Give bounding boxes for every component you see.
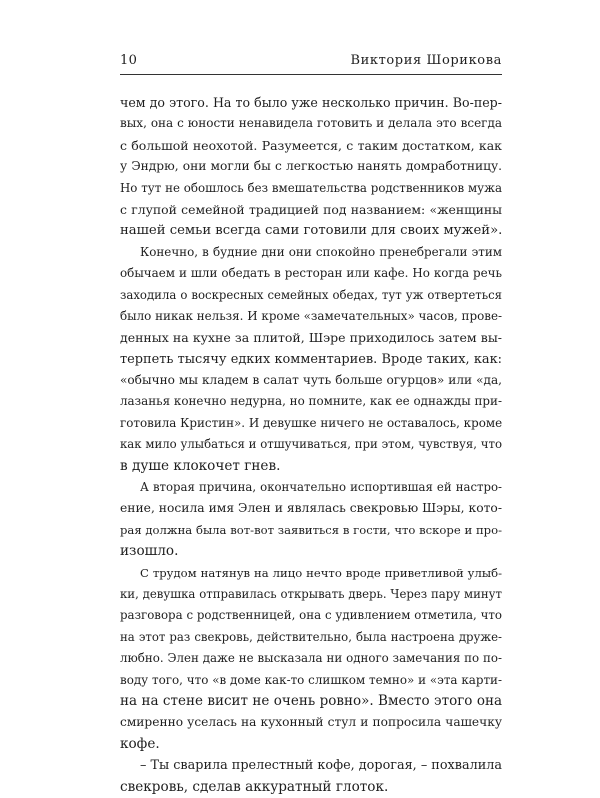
text-line: денных на кухне за плитой, Шэре приходилось затем вы- <box>120 330 502 346</box>
text-line: с большой неохотой. Разумеется, с таким достатком, как <box>120 137 502 153</box>
text-line: Конечно, в будние дни они спокойно пренебрегали этим <box>140 244 502 259</box>
text-line: обычаем и шли обедать в ресторан или кафе. Но когда речь <box>120 266 502 281</box>
page-number: 10 <box>120 53 138 68</box>
text-line: терпеть тысячу едких комментариев. Вроде таких, как: <box>120 351 502 367</box>
text-line: лазанья конечно недурна, но помните, как ее однажды при- <box>120 394 502 409</box>
text-line: ки, девушка отправилась открывать дверь. Через пару минут <box>120 586 502 601</box>
text-line: с глупой семейной традицией под названием: «женщины <box>120 201 502 217</box>
text-line: А вторая причина, окончательно испортившая ей настро- <box>140 480 502 495</box>
text-line: у Эндрю, они могли бы с легкостью нанять домработницу. <box>120 159 502 174</box>
text-line: как мило улыбаться и отшучиваться, при этом, чувствуя, что <box>120 437 502 452</box>
text-line: готовила Кристин». И девушке ничего не оставалось, кроме <box>120 415 503 430</box>
text-line: разговора с родственницей, она с удивлением отметила, что <box>120 608 502 623</box>
text-line: вых, она с юности ненавидела готовить и делала это всегда <box>120 116 502 131</box>
text-line: изошло. <box>120 543 179 560</box>
text-line: любно. Элен даже не высказала ни одного замечания по по- <box>120 651 502 666</box>
text-line: в душе клокочет гнев. <box>120 457 281 474</box>
text-line: заходила о воскресных семейных обедах, тут уж отвертеться <box>120 287 502 302</box>
text-line: на на стене висит не очень ровно». Вместо этого она <box>120 692 502 709</box>
text-line: на этот раз свекровь, действительно, была настроена друже- <box>120 629 502 644</box>
text-line: было никак нельзя. И кроме «замечательных» часов, прове- <box>120 308 502 323</box>
running-title: Виктория Шорикова <box>350 53 502 68</box>
page-body <box>120 92 502 798</box>
text-line: кофе. <box>120 735 160 752</box>
text-line: чем до этого. На то было уже несколько причин. Во-пер- <box>120 95 502 110</box>
text-line: рая должна была вот-вот заявиться в гости, что вскоре и про- <box>120 522 502 537</box>
text-line: нашей семьи всегда сами готовили для своих мужей». <box>120 223 503 239</box>
text-line: С трудом натянув на лицо нечто вроде приветливой улыб- <box>140 565 502 580</box>
page-header <box>120 52 502 75</box>
text-line: свекровь, сделав аккуратный глоток. <box>120 778 389 795</box>
text-line: ение, носила имя Элен и являлась свекровью Шэры, кото- <box>120 501 502 516</box>
text-line: воду того, что «в доме как-то слишком темно» и «эта карти- <box>120 672 502 687</box>
text-line: – Ты сварила прелестный кофе, дорогая, – похвалила <box>140 758 502 774</box>
text-line: «обычно мы кладем в салат чуть больше огурцов» или «да, <box>120 373 502 388</box>
text-line: смиренно уселась на кухонный стул и попросила чашечку <box>120 715 502 730</box>
text-line: Но тут не обошлось без вмешательства родственников мужа <box>120 180 502 195</box>
